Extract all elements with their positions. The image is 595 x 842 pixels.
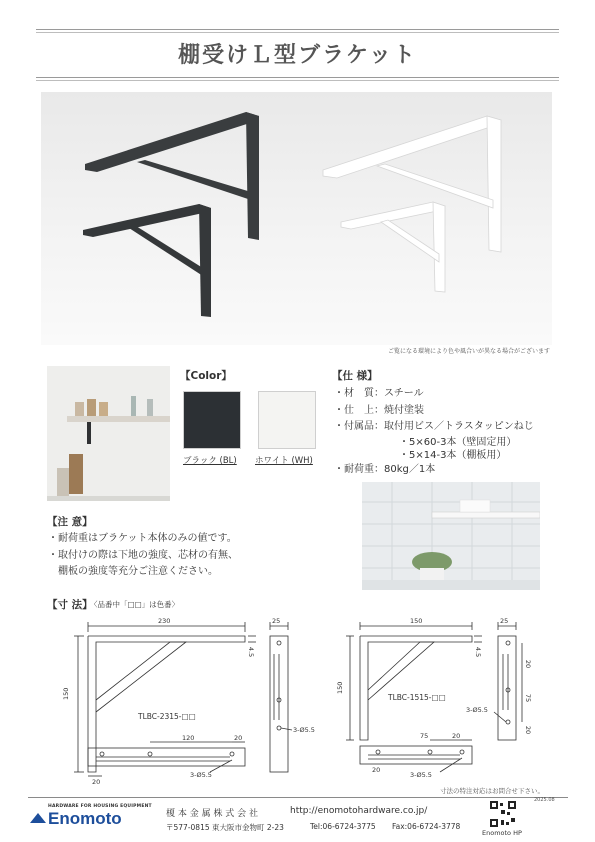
qr-code-icon[interactable]: [489, 800, 517, 828]
dim-right-thickness: 25: [500, 617, 509, 625]
dim-right-t2: 4.5: [474, 646, 483, 658]
spec-heading: 【仕 様】: [332, 370, 378, 382]
footer-tagline: HARDWARE FOR HOUSING EQUIPMENT: [48, 804, 152, 809]
spec-row: ・仕 上：焼付塗装: [334, 404, 424, 416]
spec-row: ・5×14-3本（棚板用）: [399, 449, 507, 461]
dim-right-hole2: 3-Ø5.5: [410, 771, 432, 779]
dim-left-bottom: 20: [92, 778, 101, 786]
dim-left-height: 150: [62, 687, 70, 700]
dim-left-thickness: 25: [272, 617, 281, 625]
dim-left-spacing: 120: [182, 734, 195, 742]
dims-note: 寸法の特注対応はお問合せ下さい。: [440, 787, 544, 795]
company-fax: Fax:06-6724-3778: [392, 822, 461, 831]
company-url[interactable]: http://enomotohardware.co.jp/: [290, 806, 428, 816]
caution-heading: 【注 意】: [47, 516, 93, 528]
dim-right-edge: 20: [452, 732, 461, 740]
company-address: 〒577-0815 東大阪市金物町 2-23: [166, 823, 284, 832]
footer-rule: [28, 797, 568, 798]
qr-label: Enomoto HP: [482, 829, 522, 837]
dim-left-t2: 4.5: [247, 646, 256, 658]
dim-right-edge2: 20: [372, 766, 381, 774]
dim-right-v75: 75: [524, 693, 533, 703]
spec-row: ・耐荷重：80kg／1本: [334, 463, 436, 475]
model-right: TLBC-1515-□□: [388, 693, 446, 702]
company-tel: Tel:06-6724-3775: [310, 822, 376, 831]
swatch-white-label: ホワイト (WH): [255, 456, 313, 466]
dim-left-edge: 20: [234, 734, 243, 742]
dim-right-hole: 3-Ø5.5: [466, 706, 488, 714]
spec-row: ・付属品：取付用ビス／トラスタッピンねじ: [334, 421, 534, 432]
swatch-black-label: ブラック (BL): [183, 456, 237, 466]
dim-right-spacing: 75: [420, 732, 429, 740]
caution-text: ・耐荷重はブラケット本体のみの値です。 ・取付けの際は下地の強度、芯材の有無、 棚板の強度等充分ご注意ください。: [48, 533, 238, 577]
dims-subnote: 〈品番中「□□」は色番〉: [90, 600, 180, 609]
spec-row: ・材 質：スチール: [334, 388, 424, 399]
dim-left-hole2: 3-Ø5.5: [190, 771, 212, 779]
dims-heading: 【寸 法】: [47, 599, 93, 611]
dim-left-hole: 3-Ø5.5: [293, 726, 315, 734]
brand-name: Enomoto: [48, 809, 122, 828]
model-left: TLBC-2315-□□: [138, 712, 196, 721]
color-heading: 【Color】: [180, 370, 232, 382]
page-title: 棚受けＬ型ブラケット: [178, 43, 417, 68]
dim-left-width: 230: [158, 617, 171, 625]
issue-date: 2025.08: [534, 797, 555, 803]
hero-note: ご覧になる環境により色や風合いが異なる場合がございます: [387, 348, 550, 355]
dim-right-width: 150: [410, 617, 423, 625]
brand-logo-icon: [30, 810, 42, 822]
dim-right-height: 150: [336, 681, 344, 694]
dim-right-v20: 20: [524, 725, 533, 735]
spec-row: ・5×60-3本（壁固定用）: [399, 436, 517, 448]
company-name: 榎 本 金 属 株 式 会 社: [166, 809, 259, 819]
dim-right-top20: 20: [524, 659, 533, 669]
